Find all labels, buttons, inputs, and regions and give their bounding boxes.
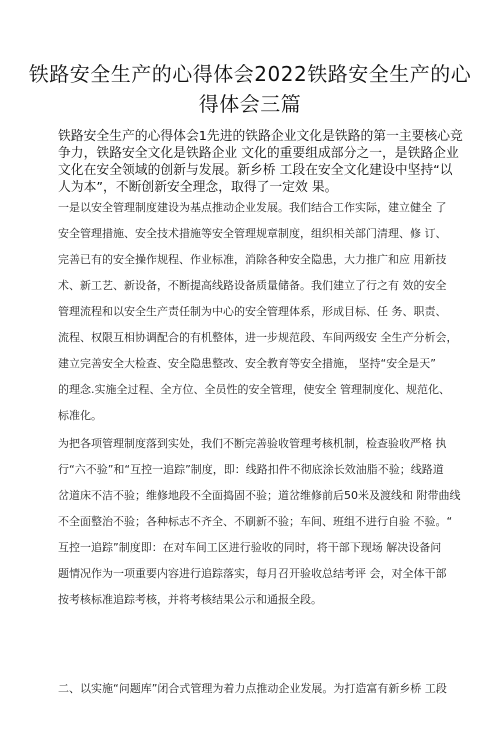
intro-line: 铁路安全生产的心得体会1先进的铁路企业文化是铁路的第一主要核心竞 [58, 129, 463, 144]
body-line: 二、以实施“问题库”闭合式管理为着力点推动企业发展。为打造富有新乡桥 工段 [58, 682, 447, 695]
body-line: 互控一追踪”制度即：在对车间工区进行验收的同时，将干部下现场 解决设备问 [58, 541, 442, 554]
body-line: 标准化。 [58, 409, 102, 422]
intro-paragraph [58, 128, 478, 196]
body-line: 为把各项管理制度落到实处，我们不断完善验收管理考核机制，检查验收严格 执 [58, 437, 447, 450]
intro-line: 文化在安全领域的创新与发展。新乡桥 工段在安全文化建设中坚持“以 [58, 163, 453, 178]
document-title-line-2: 得体会三篇 [198, 92, 302, 116]
document-title-line-1: 铁路安全生产的心得体会2022铁路安全生产的心 [28, 62, 472, 86]
intro-line: 争力，铁路安全文化是铁路企业 文化的重要组成部分之一，是铁路企业 [58, 146, 459, 161]
body-line: 行“六不验”和“互控一追踪”制度，即：线路扣件不彻底涂长效油脂不验；线路道 [58, 463, 444, 476]
body-line: 术、新工艺、新设备，不断提高线路设备质量储备。我们建立了行之有 效的安全 [58, 279, 447, 292]
body-line: 的理念.实施全过程、全方位、全员性的安全管理，使安全 管理制度化、规范化、 [58, 383, 450, 396]
body-line: 安全管理措施、安全技术措施等安全管理规章制度，组织相关部门清理、修 订、 [58, 227, 447, 240]
body-line: 一是以安全管理制度建设为基点推动企业发展。我们结合工作实际，建立健全 了 [58, 201, 447, 214]
body-paragraph-2 [58, 431, 478, 613]
body-line: 不全面整治不验；各种标志不齐全、不刷新不验；车间、班组不进行自验 不验。“ [58, 515, 453, 528]
body-line: 流程、权限互相协调配合的有机整体，进一步规范段、车间两级安 全生产分析会， [58, 331, 458, 344]
body-line: 岔道床不洁不验；维修地段不全面捣固不验；道岔维修前后50米及渡线和 附带曲线 [58, 489, 461, 502]
body-line: 完善已有的安全操作规程、作业标准，消除各种安全隐患，大力推广和应 用新技 [58, 253, 447, 266]
body-paragraph-3 [58, 676, 478, 702]
intro-line: 人为本”，不断创新安全理念，取得了一定效 果。 [58, 180, 338, 195]
body-line: 按考核标准追踪考核，并将考核结果公示和通报全段。 [58, 593, 322, 606]
body-line: 建立完善安全大检查、安全隐患整改、安全教育等安全措施， 坚持“安全是天” [58, 357, 436, 370]
body-line: 管理流程和以安全生产责任制为中心的安全管理体系，形成目标、任 务、职责、 [58, 305, 447, 318]
body-paragraph-1 [58, 195, 478, 429]
body-line: 题情况作为一项重要内容进行追踪落实，每月召开验收总结考评 会，对全体干部 [58, 567, 447, 580]
